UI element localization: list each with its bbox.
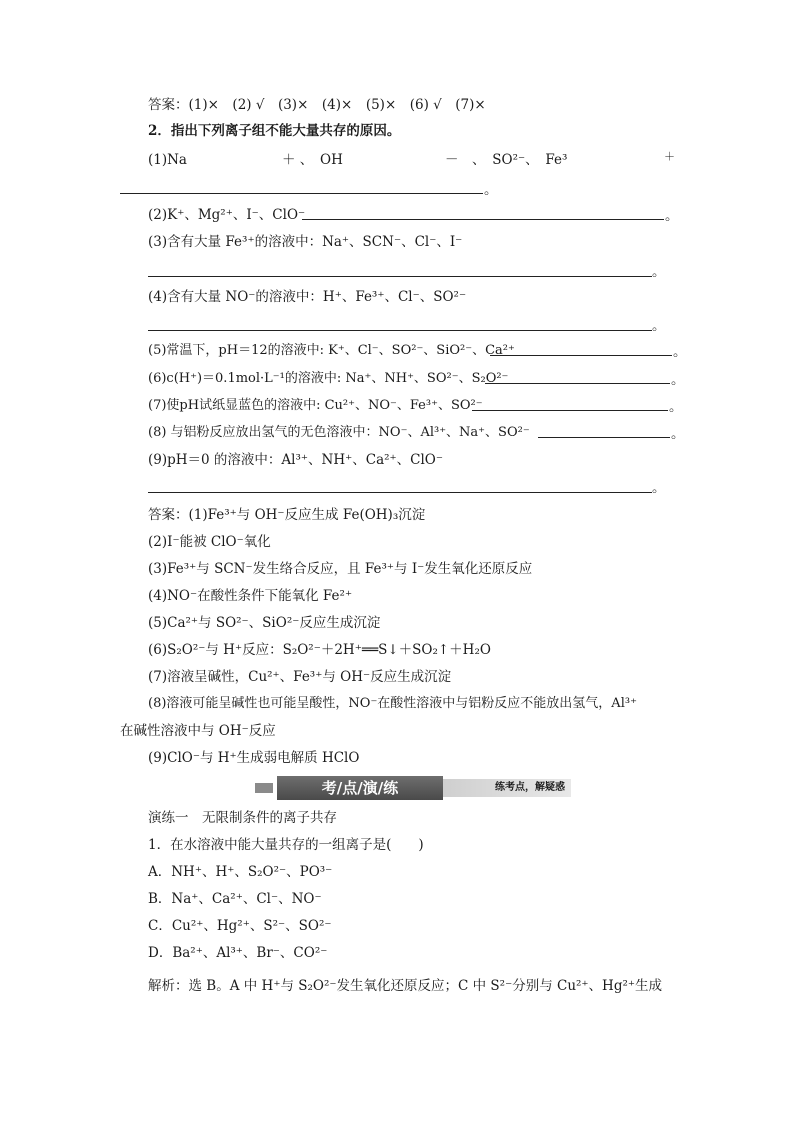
answer-blank-4 [148, 330, 652, 331]
period: 。 [665, 208, 679, 224]
q2-item-6: (6)c(H⁺)＝0.1mol·L⁻¹的溶液中: Na⁺、NH⁺、SO²⁻、S₂O²⁻ [148, 371, 509, 386]
question-2-title: 2．指出下列离子组不能大量共存的原因。 [148, 123, 401, 139]
answer-2-line-4: (4)NO⁻在酸性条件下能氧化 Fe²⁺ [148, 588, 353, 604]
q2-item-1-part-b: ＋ 、 OH [282, 152, 343, 168]
answer-2-line-8b: 在碱性溶液中与 OH⁻反应 [120, 723, 276, 739]
q2-item-5: (5)常温下，pH＝12的溶液中: K⁺、Cl⁻、SO²⁻、SiO²⁻、Ca²⁺ [148, 343, 515, 358]
answer-2-line-9: (9)ClO⁻与 H⁺生成弱电解质 HClO [148, 750, 360, 766]
q2-item-3: (3)含有大量 Fe³⁺的溶液中：Na⁺、SCN⁻、Cl⁻、I⁻ [148, 234, 463, 250]
period: 。 [669, 399, 683, 415]
answer-blank-2 [302, 219, 664, 220]
period: 。 [652, 480, 666, 496]
answer-blank-3 [148, 276, 652, 277]
q2-item-7: (7)使pH试纸显蓝色的溶液中: Cu²⁺、NO⁻、Fe³⁺、SO²⁻ [148, 398, 483, 413]
practice-question: 1．在水溶液中能大量共存的一组离子是( ) [148, 837, 424, 853]
answer-blank-1 [120, 193, 483, 194]
period: 。 [484, 182, 498, 198]
practice-heading: 演练一 无限制条件的离子共存 [148, 810, 337, 826]
period: 。 [652, 264, 666, 280]
answer-2-line-1: 答案：(1)Fe³⁺与 OH⁻反应生成 Fe(OH)₃沉淀 [148, 507, 426, 523]
section-banner [255, 776, 571, 800]
period: 。 [673, 344, 687, 360]
option-c: C．Cu²⁺、Hg²⁺、S²⁻、SO²⁻ [148, 918, 332, 934]
q2-item-1-part-d: ＋ [664, 150, 675, 163]
banner-left-bar [255, 783, 273, 793]
answer-2-line-5: (5)Ca²⁺与 SO²⁻、SiO²⁻反应生成沉淀 [148, 615, 381, 631]
period: 。 [652, 318, 666, 334]
option-d: D．Ba²⁺、Al³⁺、Br⁻、CO²⁻ [148, 945, 328, 961]
banner-title: 考/点/演/练 [277, 776, 443, 800]
answer-2-line-7: (7)溶液呈碱性，Cu²⁺、Fe³⁺与 OH⁻反应生成沉淀 [148, 669, 452, 685]
q2-item-9: (9)pH＝0 的溶液中：Al³⁺、NH⁺、Ca²⁺、ClO⁻ [148, 452, 443, 468]
answer-2-line-6: (6)S₂O²⁻与 H⁺反应：S₂O²⁻＋2H⁺══S↓＋SO₂↑＋H₂O [148, 642, 491, 658]
option-b: B．Na⁺、Ca²⁺、Cl⁻、NO⁻ [148, 891, 322, 907]
q2-item-8: (8) 与铝粉反应放出氢气的无色溶液中：NO⁻、Al³⁺、Na⁺、SO²⁻ [148, 425, 530, 440]
option-a: A．NH⁺、H⁺、S₂O²⁻、PO³⁻ [148, 864, 333, 880]
answer-line-1: 答案：(1)× (2) √ (3)× (4)× (5)× (6) √ (7)× [148, 97, 486, 113]
answer-2-line-8a: (8)溶液可能呈碱性也可能呈酸性，NO⁻在酸性溶液中与铝粉反应不能放出氢气，Al³⁺ [148, 696, 637, 711]
answer-blank-5 [490, 355, 672, 356]
period: 。 [671, 372, 685, 388]
q2-item-1-part-a: (1)Na [148, 152, 187, 168]
banner-tagline: 练考点，解疑惑 [443, 779, 571, 797]
analysis-text: 解析：选 B。A 中 H⁺与 S₂O²⁻发生氧化还原反应；C 中 S²⁻分别与 Cu²⁺、Hg²⁺生成 [148, 978, 663, 994]
answer-blank-9 [148, 492, 652, 493]
answer-blank-6 [485, 383, 670, 384]
answer-2-line-3: (3)Fe³⁺与 SCN⁻发生络合反应，且 Fe³⁺与 I⁻发生氧化还原反应 [148, 561, 533, 577]
q2-item-2: (2)K⁺、Mg²⁺、I⁻、ClO⁻ [148, 207, 306, 223]
answer-blank-8 [538, 437, 670, 438]
period: 。 [671, 426, 685, 442]
answer-blank-7 [472, 410, 668, 411]
answer-2-line-2: (2)I⁻能被 ClO⁻氧化 [148, 534, 271, 550]
q2-item-4: (4)含有大量 NO⁻的溶液中：H⁺、Fe³⁺、Cl⁻、SO²⁻ [148, 289, 467, 305]
q2-item-1-part-c: － 、 SO²⁻、 Fe³ [445, 152, 568, 168]
